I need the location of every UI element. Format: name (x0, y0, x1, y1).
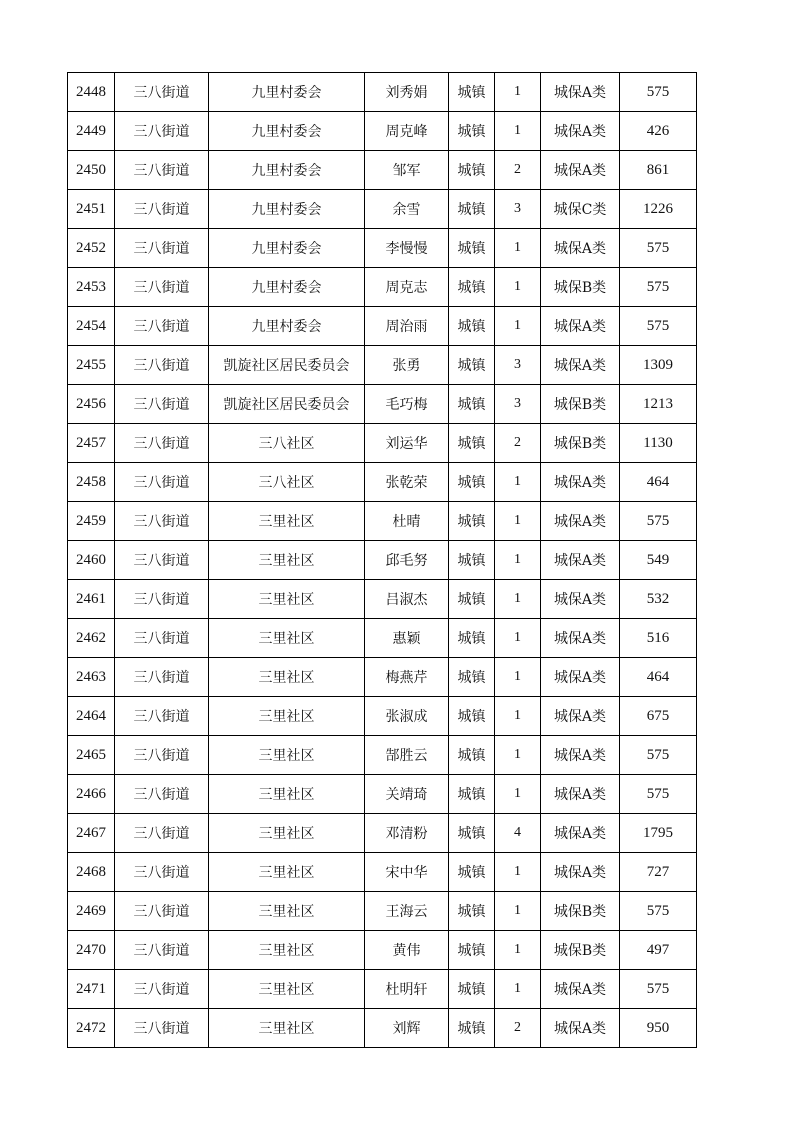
community-cell: 三里社区 (209, 658, 365, 697)
table-row (68, 931, 697, 970)
resident-name-cell: 余雪 (365, 190, 449, 229)
resident-name-cell: 周治雨 (365, 307, 449, 346)
street-cell: 三八街道 (115, 541, 209, 580)
record-number-cell: 2460 (68, 541, 115, 580)
household-type-cell: 城镇 (449, 307, 495, 346)
insurance-category-cell: 城保A类 (541, 970, 620, 1009)
insurance-category-cell: 城保A类 (541, 619, 620, 658)
insurance-category-cell: 城保A类 (541, 658, 620, 697)
resident-name-cell: 关靖琦 (365, 775, 449, 814)
community-cell: 三里社区 (209, 814, 365, 853)
persons-count-cell: 1 (495, 658, 541, 697)
roster-body (68, 73, 697, 1048)
table-row (68, 385, 697, 424)
record-number-cell: 2471 (68, 970, 115, 1009)
community-cell: 三里社区 (209, 931, 365, 970)
insurance-category-cell: 城保A类 (541, 229, 620, 268)
amount-cell: 575 (620, 73, 697, 112)
record-number-cell: 2456 (68, 385, 115, 424)
persons-count-cell: 3 (495, 346, 541, 385)
record-number-cell: 2452 (68, 229, 115, 268)
table-row (68, 970, 697, 1009)
community-cell: 九里村委会 (209, 112, 365, 151)
street-cell: 三八街道 (115, 73, 209, 112)
insurance-category-cell: 城保A类 (541, 775, 620, 814)
persons-count-cell: 1 (495, 268, 541, 307)
table-row (68, 424, 697, 463)
amount-cell: 516 (620, 619, 697, 658)
household-type-cell: 城镇 (449, 151, 495, 190)
record-number-cell: 2467 (68, 814, 115, 853)
amount-cell: 464 (620, 658, 697, 697)
resident-name-cell: 梅燕芹 (365, 658, 449, 697)
amount-cell: 575 (620, 229, 697, 268)
table-row (68, 307, 697, 346)
amount-cell: 497 (620, 931, 697, 970)
street-cell: 三八街道 (115, 619, 209, 658)
persons-count-cell: 1 (495, 580, 541, 619)
record-number-cell: 2453 (68, 268, 115, 307)
street-cell: 三八街道 (115, 151, 209, 190)
table-row (68, 658, 697, 697)
household-type-cell: 城镇 (449, 892, 495, 931)
persons-count-cell: 1 (495, 931, 541, 970)
household-type-cell: 城镇 (449, 190, 495, 229)
persons-count-cell: 3 (495, 190, 541, 229)
community-cell: 三里社区 (209, 541, 365, 580)
resident-name-cell: 吕淑杰 (365, 580, 449, 619)
table-row (68, 190, 697, 229)
table-row (68, 775, 697, 814)
community-cell: 九里村委会 (209, 151, 365, 190)
insurance-category-cell: 城保A类 (541, 814, 620, 853)
persons-count-cell: 1 (495, 892, 541, 931)
community-cell: 三里社区 (209, 1009, 365, 1048)
record-number-cell: 2472 (68, 1009, 115, 1048)
resident-name-cell: 王海云 (365, 892, 449, 931)
amount-cell: 575 (620, 502, 697, 541)
persons-count-cell: 1 (495, 112, 541, 151)
street-cell: 三八街道 (115, 346, 209, 385)
amount-cell: 575 (620, 307, 697, 346)
persons-count-cell: 1 (495, 463, 541, 502)
record-number-cell: 2461 (68, 580, 115, 619)
persons-count-cell: 1 (495, 697, 541, 736)
amount-cell: 1226 (620, 190, 697, 229)
household-type-cell: 城镇 (449, 112, 495, 151)
table-row (68, 892, 697, 931)
street-cell: 三八街道 (115, 658, 209, 697)
street-cell: 三八街道 (115, 268, 209, 307)
resident-name-cell: 郜胜云 (365, 736, 449, 775)
street-cell: 三八街道 (115, 580, 209, 619)
insurance-category-cell: 城保A类 (541, 307, 620, 346)
street-cell: 三八街道 (115, 853, 209, 892)
table-row (68, 229, 697, 268)
household-type-cell: 城镇 (449, 736, 495, 775)
community-cell: 三里社区 (209, 736, 365, 775)
community-cell: 九里村委会 (209, 307, 365, 346)
insurance-category-cell: 城保C类 (541, 190, 620, 229)
table-row (68, 736, 697, 775)
persons-count-cell: 1 (495, 73, 541, 112)
record-number-cell: 2454 (68, 307, 115, 346)
record-number-cell: 2450 (68, 151, 115, 190)
record-number-cell: 2470 (68, 931, 115, 970)
community-cell: 三里社区 (209, 619, 365, 658)
insurance-category-cell: 城保A类 (541, 502, 620, 541)
insurance-category-cell: 城保A类 (541, 736, 620, 775)
persons-count-cell: 1 (495, 307, 541, 346)
street-cell: 三八街道 (115, 424, 209, 463)
persons-count-cell: 1 (495, 775, 541, 814)
street-cell: 三八街道 (115, 190, 209, 229)
household-type-cell: 城镇 (449, 931, 495, 970)
household-type-cell: 城镇 (449, 580, 495, 619)
amount-cell: 532 (620, 580, 697, 619)
resident-name-cell: 张淑成 (365, 697, 449, 736)
record-number-cell: 2459 (68, 502, 115, 541)
record-number-cell: 2455 (68, 346, 115, 385)
table-row (68, 697, 697, 736)
table-row (68, 580, 697, 619)
community-cell: 三里社区 (209, 580, 365, 619)
insurance-category-cell: 城保A类 (541, 463, 620, 502)
household-type-cell: 城镇 (449, 346, 495, 385)
street-cell: 三八街道 (115, 775, 209, 814)
amount-cell: 1795 (620, 814, 697, 853)
amount-cell: 549 (620, 541, 697, 580)
table-row (68, 853, 697, 892)
table-row (68, 502, 697, 541)
record-number-cell: 2462 (68, 619, 115, 658)
resident-name-cell: 张乾荣 (365, 463, 449, 502)
community-cell: 九里村委会 (209, 229, 365, 268)
persons-count-cell: 1 (495, 853, 541, 892)
household-type-cell: 城镇 (449, 775, 495, 814)
amount-cell: 575 (620, 736, 697, 775)
household-type-cell: 城镇 (449, 814, 495, 853)
amount-cell: 1309 (620, 346, 697, 385)
resident-name-cell: 张勇 (365, 346, 449, 385)
record-number-cell: 2466 (68, 775, 115, 814)
community-cell: 九里村委会 (209, 190, 365, 229)
persons-count-cell: 1 (495, 229, 541, 268)
resident-name-cell: 邹军 (365, 151, 449, 190)
persons-count-cell: 3 (495, 385, 541, 424)
persons-count-cell: 4 (495, 814, 541, 853)
street-cell: 三八街道 (115, 502, 209, 541)
record-number-cell: 2451 (68, 190, 115, 229)
resident-name-cell: 邱毛努 (365, 541, 449, 580)
amount-cell: 727 (620, 853, 697, 892)
insurance-category-cell: 城保A类 (541, 541, 620, 580)
amount-cell: 575 (620, 970, 697, 1009)
insurance-category-cell: 城保A类 (541, 580, 620, 619)
persons-count-cell: 1 (495, 736, 541, 775)
community-cell: 三里社区 (209, 970, 365, 1009)
community-cell: 三里社区 (209, 853, 365, 892)
insurance-category-cell: 城保B类 (541, 385, 620, 424)
table-row (68, 463, 697, 502)
table-row (68, 268, 697, 307)
record-number-cell: 2458 (68, 463, 115, 502)
household-type-cell: 城镇 (449, 1009, 495, 1048)
amount-cell: 575 (620, 892, 697, 931)
household-type-cell: 城镇 (449, 268, 495, 307)
street-cell: 三八街道 (115, 112, 209, 151)
community-cell: 凯旋社区居民委员会 (209, 385, 365, 424)
household-type-cell: 城镇 (449, 502, 495, 541)
record-number-cell: 2448 (68, 73, 115, 112)
street-cell: 三八街道 (115, 463, 209, 502)
street-cell: 三八街道 (115, 931, 209, 970)
persons-count-cell: 1 (495, 970, 541, 1009)
street-cell: 三八街道 (115, 229, 209, 268)
community-cell: 三里社区 (209, 502, 365, 541)
community-cell: 九里村委会 (209, 268, 365, 307)
resident-name-cell: 黄伟 (365, 931, 449, 970)
resident-name-cell: 邓清粉 (365, 814, 449, 853)
household-type-cell: 城镇 (449, 424, 495, 463)
record-number-cell: 2468 (68, 853, 115, 892)
street-cell: 三八街道 (115, 307, 209, 346)
insurance-category-cell: 城保A类 (541, 151, 620, 190)
resident-name-cell: 杜明轩 (365, 970, 449, 1009)
roster-table (67, 72, 697, 1048)
amount-cell: 950 (620, 1009, 697, 1048)
resident-name-cell: 李慢慢 (365, 229, 449, 268)
street-cell: 三八街道 (115, 892, 209, 931)
record-number-cell: 2457 (68, 424, 115, 463)
amount-cell: 1213 (620, 385, 697, 424)
household-type-cell: 城镇 (449, 619, 495, 658)
street-cell: 三八街道 (115, 697, 209, 736)
persons-count-cell: 2 (495, 151, 541, 190)
amount-cell: 675 (620, 697, 697, 736)
record-number-cell: 2464 (68, 697, 115, 736)
amount-cell: 575 (620, 775, 697, 814)
household-type-cell: 城镇 (449, 541, 495, 580)
amount-cell: 464 (620, 463, 697, 502)
record-number-cell: 2469 (68, 892, 115, 931)
amount-cell: 426 (620, 112, 697, 151)
record-number-cell: 2449 (68, 112, 115, 151)
household-type-cell: 城镇 (449, 853, 495, 892)
table-row (68, 112, 697, 151)
household-type-cell: 城镇 (449, 385, 495, 424)
amount-cell: 575 (620, 268, 697, 307)
community-cell: 凯旋社区居民委员会 (209, 346, 365, 385)
table-row (68, 346, 697, 385)
persons-count-cell: 1 (495, 619, 541, 658)
street-cell: 三八街道 (115, 970, 209, 1009)
insurance-category-cell: 城保B类 (541, 892, 620, 931)
resident-name-cell: 惠颖 (365, 619, 449, 658)
amount-cell: 1130 (620, 424, 697, 463)
amount-cell: 861 (620, 151, 697, 190)
table-row (68, 1009, 697, 1048)
household-type-cell: 城镇 (449, 229, 495, 268)
insurance-category-cell: 城保B类 (541, 424, 620, 463)
resident-name-cell: 宋中华 (365, 853, 449, 892)
insurance-category-cell: 城保B类 (541, 931, 620, 970)
insurance-category-cell: 城保A类 (541, 112, 620, 151)
household-type-cell: 城镇 (449, 658, 495, 697)
persons-count-cell: 1 (495, 541, 541, 580)
table-row (68, 619, 697, 658)
insurance-category-cell: 城保A类 (541, 73, 620, 112)
insurance-category-cell: 城保B类 (541, 268, 620, 307)
persons-count-cell: 2 (495, 1009, 541, 1048)
insurance-category-cell: 城保A类 (541, 1009, 620, 1048)
street-cell: 三八街道 (115, 814, 209, 853)
table-row (68, 814, 697, 853)
community-cell: 三里社区 (209, 892, 365, 931)
table-row (68, 73, 697, 112)
insurance-category-cell: 城保A类 (541, 853, 620, 892)
resident-name-cell: 周克峰 (365, 112, 449, 151)
persons-count-cell: 2 (495, 424, 541, 463)
household-type-cell: 城镇 (449, 73, 495, 112)
resident-name-cell: 毛巧梅 (365, 385, 449, 424)
record-number-cell: 2463 (68, 658, 115, 697)
record-number-cell: 2465 (68, 736, 115, 775)
community-cell: 三里社区 (209, 697, 365, 736)
resident-name-cell: 刘辉 (365, 1009, 449, 1048)
resident-name-cell: 刘秀娟 (365, 73, 449, 112)
insurance-category-cell: 城保A类 (541, 346, 620, 385)
community-cell: 九里村委会 (209, 73, 365, 112)
community-cell: 三八社区 (209, 463, 365, 502)
persons-count-cell: 1 (495, 502, 541, 541)
table-row (68, 541, 697, 580)
household-type-cell: 城镇 (449, 463, 495, 502)
household-type-cell: 城镇 (449, 697, 495, 736)
table-row (68, 151, 697, 190)
street-cell: 三八街道 (115, 385, 209, 424)
resident-name-cell: 刘运华 (365, 424, 449, 463)
insurance-category-cell: 城保A类 (541, 697, 620, 736)
resident-name-cell: 杜晴 (365, 502, 449, 541)
resident-name-cell: 周克志 (365, 268, 449, 307)
community-cell: 三里社区 (209, 775, 365, 814)
community-cell: 三八社区 (209, 424, 365, 463)
household-type-cell: 城镇 (449, 970, 495, 1009)
street-cell: 三八街道 (115, 1009, 209, 1048)
street-cell: 三八街道 (115, 736, 209, 775)
